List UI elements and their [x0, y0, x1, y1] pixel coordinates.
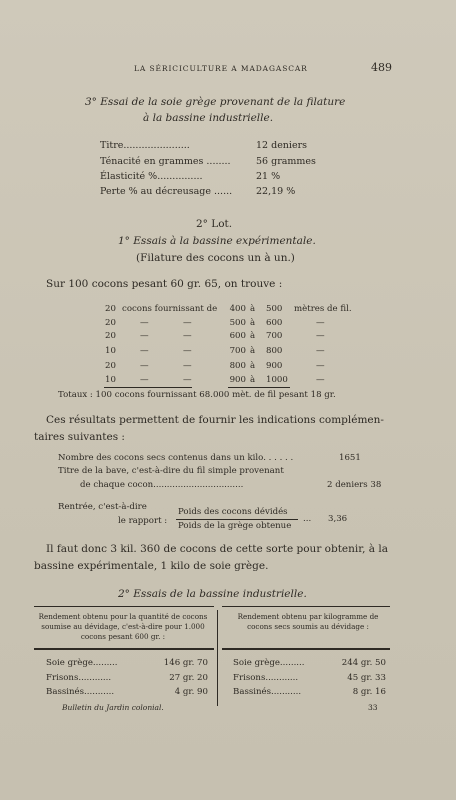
- row-a: à: [250, 375, 256, 385]
- ratio-denominator: Poids de la grège obtenue: [178, 521, 292, 531]
- row-to: 900: [266, 361, 283, 371]
- totals-rule-right: [228, 387, 290, 388]
- footer-journal: Bulletin du Jardin colonial.: [62, 703, 164, 712]
- right-row-label: Soie grège.........: [233, 658, 305, 668]
- right-row-label: Frisons............: [233, 673, 299, 683]
- row-from: 600: [229, 331, 246, 341]
- lot2-heading: 2° Lot.: [196, 218, 233, 230]
- results-line2: taires suivantes :: [34, 431, 125, 443]
- ditto-mark: —: [316, 361, 325, 371]
- left-row-label: Frisons............: [46, 673, 112, 683]
- right-row-value: 8 gr. 16: [352, 687, 386, 697]
- ditto-mark: —: [140, 361, 149, 371]
- ratio-dots: ...: [303, 514, 312, 524]
- ditto-mark: —: [183, 375, 192, 385]
- ditto-mark: —: [316, 346, 325, 356]
- essai3-row-label: Titre......................: [100, 140, 190, 151]
- ditto-mark: —: [140, 318, 149, 328]
- essai3-row-label: Perte % au décreusage ......: [100, 186, 233, 197]
- right-row-value: 45 gr. 33: [347, 673, 386, 683]
- table-top-rule-right: [222, 606, 390, 607]
- row-count: 20: [105, 318, 116, 328]
- page-number: 489: [371, 61, 392, 74]
- essai3-title-line2: à la bassine industrielle.: [143, 112, 274, 124]
- right-column-header: Rendement obtenu par kilogramme de cocons secs soumis au dévidage :: [237, 612, 379, 631]
- essai3-row-value: 12 deniers: [256, 140, 308, 151]
- results-line1: Ces résultats permettent de fournir les indications complémen-: [46, 414, 384, 426]
- totals-line: Totaux : 100 cocons fournissant 68.000 mèt. de fil pesant 18 gr.: [58, 390, 336, 400]
- row-count: 20: [105, 304, 116, 314]
- ratio-value: 3,36: [328, 514, 348, 524]
- totals-rule-left: [104, 387, 192, 388]
- row-a: à: [250, 304, 256, 314]
- ditto-mark: —: [316, 375, 325, 385]
- row-from: 400: [229, 304, 246, 314]
- running-title: LA SÉRICICULTURE A MADAGASCAR: [134, 64, 308, 73]
- essai3-row-label: Élasticité %...............: [100, 171, 203, 182]
- row-a: à: [250, 318, 256, 328]
- nombre-value: 1651: [339, 453, 361, 463]
- left-row-label: Bassinés...........: [46, 687, 115, 697]
- row-to: 600: [266, 318, 283, 328]
- row-to: 1000: [266, 375, 288, 385]
- conclusion-line2: bassine expérimentale, 1 kilo de soie grège.: [34, 560, 269, 572]
- nombre-label: Nombre des cocons secs contenus dans un kilo. . . . . .: [58, 453, 294, 463]
- right-row-value: 244 gr. 50: [341, 658, 386, 668]
- left-row-label: Soie grège.........: [46, 658, 118, 668]
- ditto-mark: —: [183, 361, 192, 371]
- ditto-mark: —: [140, 375, 149, 385]
- row-to: 500: [266, 304, 283, 314]
- row-count: 10: [105, 346, 116, 356]
- titre-line1: Titre de la bave, c'est-à-dire du fil simple provenant: [58, 466, 284, 476]
- rentree-line2: le rapport :: [118, 516, 168, 526]
- lot2-intro: Sur 100 cocons pesant 60 gr. 65, on trouve :: [46, 278, 283, 290]
- left-column-header: Rendement obtenu pour la quantité de cocons soumise au dévidage, c'est-à-dire pour 1.000 cocons pesant 600 gr. :: [38, 612, 208, 641]
- header-rule-right: [222, 648, 390, 650]
- ditto-mark: —: [183, 331, 192, 341]
- essai3-row-value: 22,19 %: [256, 186, 296, 197]
- essai3-row-value: 56 grammes: [256, 156, 316, 167]
- left-row-value: 4 gr. 90: [174, 687, 208, 697]
- ditto-mark: —: [140, 331, 149, 341]
- lot2-subheading: 1° Essais à la bassine expérimentale.: [118, 235, 316, 247]
- row-desc: cocons fournissant de: [122, 304, 218, 314]
- titre-line2: de chaque cocon.................................: [80, 480, 244, 490]
- essai3-row-label: Ténacité en grammes ........: [100, 156, 231, 167]
- titre-value: 2 deniers 38: [327, 480, 382, 490]
- row-unit: mètres de fil.: [294, 304, 352, 314]
- row-count: 20: [105, 331, 116, 341]
- left-row-value: 146 gr. 70: [163, 658, 208, 668]
- row-count: 10: [105, 375, 116, 385]
- footer-signature: 33: [368, 703, 378, 712]
- ditto-mark: —: [316, 318, 325, 328]
- row-a: à: [250, 331, 256, 341]
- essai3-title-line1: 3° Essai de la soie grège provenant de la filature: [85, 96, 346, 108]
- row-count: 20: [105, 361, 116, 371]
- ditto-mark: —: [140, 346, 149, 356]
- ditto-mark: —: [183, 346, 192, 356]
- row-from: 900: [229, 375, 246, 385]
- fraction-bar: [176, 519, 298, 520]
- conclusion-line1: Il faut donc 3 kil. 360 de cocons de cette sorte pour obtenir, à la: [46, 543, 389, 555]
- table-column-divider: [217, 610, 218, 706]
- left-row-value: 27 gr. 20: [169, 673, 208, 683]
- right-row-label: Bassinés...........: [233, 687, 302, 697]
- row-from: 700: [229, 346, 246, 356]
- row-a: à: [250, 346, 256, 356]
- lot2-subheading-paren: (Filature des cocons un à un.): [136, 252, 295, 264]
- ratio-numerator: Poids des cocons dévidés: [178, 507, 288, 517]
- row-to: 700: [266, 331, 283, 341]
- ditto-mark: —: [183, 318, 192, 328]
- row-to: 800: [266, 346, 283, 356]
- essai3-row-value: 21 %: [256, 171, 281, 182]
- row-from: 800: [229, 361, 246, 371]
- ditto-mark: —: [316, 331, 325, 341]
- rentree-line1: Rentrée, c'est-à-dire: [58, 502, 147, 512]
- row-a: à: [250, 361, 256, 371]
- essai2-title: 2° Essais de la bassine industrielle.: [118, 588, 307, 600]
- header-rule-left: [34, 648, 214, 650]
- table-top-rule-left: [34, 606, 214, 607]
- row-from: 500: [229, 318, 246, 328]
